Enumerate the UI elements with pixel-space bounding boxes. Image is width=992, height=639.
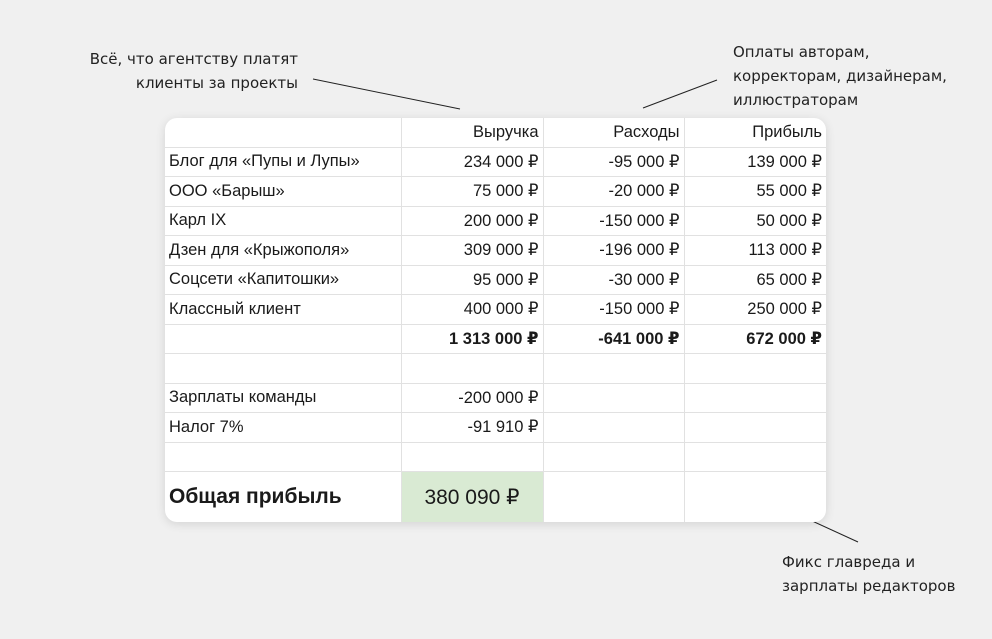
profit-cell[interactable]: 55 000 ₽ <box>684 177 826 207</box>
empty-row <box>165 442 826 472</box>
revenue-cell[interactable]: 75 000 ₽ <box>401 177 543 207</box>
empty-cell[interactable] <box>543 472 684 523</box>
empty-cell[interactable] <box>684 354 826 384</box>
profit-cell[interactable]: 50 000 ₽ <box>684 206 826 236</box>
header-row <box>165 118 826 147</box>
tax-row <box>165 413 826 443</box>
profit-cell[interactable]: 250 000 ₽ <box>684 295 826 325</box>
table-row <box>165 206 826 236</box>
table-row <box>165 177 826 207</box>
header-revenue[interactable]: Выручка <box>401 118 543 147</box>
salaries-value-cell[interactable]: -200 000 ₽ <box>401 383 543 413</box>
final-profit-label-cell[interactable]: Общая прибыль <box>165 472 401 523</box>
revenue-cell[interactable]: 234 000 ₽ <box>401 147 543 177</box>
expenses-cell[interactable]: -150 000 ₽ <box>543 295 684 325</box>
profit-cell[interactable]: 139 000 ₽ <box>684 147 826 177</box>
final-profit-row <box>165 472 826 523</box>
total-expenses-cell[interactable]: -641 000 ₽ <box>543 324 684 354</box>
empty-cell[interactable] <box>543 354 684 384</box>
revenue-cell[interactable]: 200 000 ₽ <box>401 206 543 236</box>
header-profit[interactable]: Прибыль <box>684 118 826 147</box>
empty-cell[interactable] <box>684 383 826 413</box>
revenue-cell[interactable]: 95 000 ₽ <box>401 265 543 295</box>
annotation-revenue: Всё, что агентству платят клиенты за проекты <box>89 50 298 92</box>
profit-table <box>165 118 826 522</box>
table-row <box>165 265 826 295</box>
client-name-cell[interactable]: Блог для «Пупы и Лупы» <box>165 147 401 177</box>
empty-cell[interactable] <box>401 442 543 472</box>
total-profit-cell[interactable]: 672 000 ₽ <box>684 324 826 354</box>
expenses-cell[interactable]: -150 000 ₽ <box>543 206 684 236</box>
profit-cell[interactable]: 113 000 ₽ <box>684 236 826 266</box>
total-revenue-cell[interactable]: 1 313 000 ₽ <box>401 324 543 354</box>
empty-cell[interactable] <box>543 383 684 413</box>
client-name-cell[interactable]: ООО «Барыш» <box>165 177 401 207</box>
profit-cell[interactable]: 65 000 ₽ <box>684 265 826 295</box>
client-name-cell[interactable]: Дзен для «Крыжополя» <box>165 236 401 266</box>
tax-value-cell[interactable]: -91 910 ₽ <box>401 413 543 443</box>
salaries-row <box>165 383 826 413</box>
header-expenses[interactable]: Расходы <box>543 118 684 147</box>
totals-label-cell[interactable] <box>165 324 401 354</box>
empty-cell[interactable] <box>684 442 826 472</box>
revenue-cell[interactable]: 309 000 ₽ <box>401 236 543 266</box>
annotation-salaries: Фикс главреда и зарплаты редакторов <box>782 553 956 595</box>
revenue-cell[interactable]: 400 000 ₽ <box>401 295 543 325</box>
client-name-cell[interactable]: Классный клиент <box>165 295 401 325</box>
table-row <box>165 147 826 177</box>
table-row <box>165 236 826 266</box>
salaries-label-cell[interactable]: Зарплаты команды <box>165 383 401 413</box>
spreadsheet-card <box>165 118 826 522</box>
expenses-cell[interactable]: -20 000 ₽ <box>543 177 684 207</box>
empty-row <box>165 354 826 384</box>
empty-cell[interactable] <box>165 442 401 472</box>
final-profit-value-cell[interactable]: 380 090 ₽ <box>401 472 543 523</box>
expenses-cell[interactable]: -30 000 ₽ <box>543 265 684 295</box>
table-row <box>165 295 826 325</box>
empty-cell[interactable] <box>401 354 543 384</box>
empty-cell[interactable] <box>684 413 826 443</box>
expenses-cell[interactable]: -196 000 ₽ <box>543 236 684 266</box>
annotation-expenses: Оплаты авторам, корректорам, дизайнерам, иллюстраторам <box>733 43 947 109</box>
header-cell-blank[interactable] <box>165 118 401 147</box>
empty-cell[interactable] <box>684 472 826 523</box>
expenses-cell[interactable]: -95 000 ₽ <box>543 147 684 177</box>
empty-cell[interactable] <box>543 413 684 443</box>
client-name-cell[interactable]: Соцсети «Капитошки» <box>165 265 401 295</box>
pointer-line-revenue <box>313 79 460 109</box>
totals-row <box>165 324 826 354</box>
empty-cell[interactable] <box>165 354 401 384</box>
client-name-cell[interactable]: Карл IX <box>165 206 401 236</box>
pointer-line-expenses <box>643 80 717 108</box>
tax-label-cell[interactable]: Налог 7% <box>165 413 401 443</box>
empty-cell[interactable] <box>543 442 684 472</box>
